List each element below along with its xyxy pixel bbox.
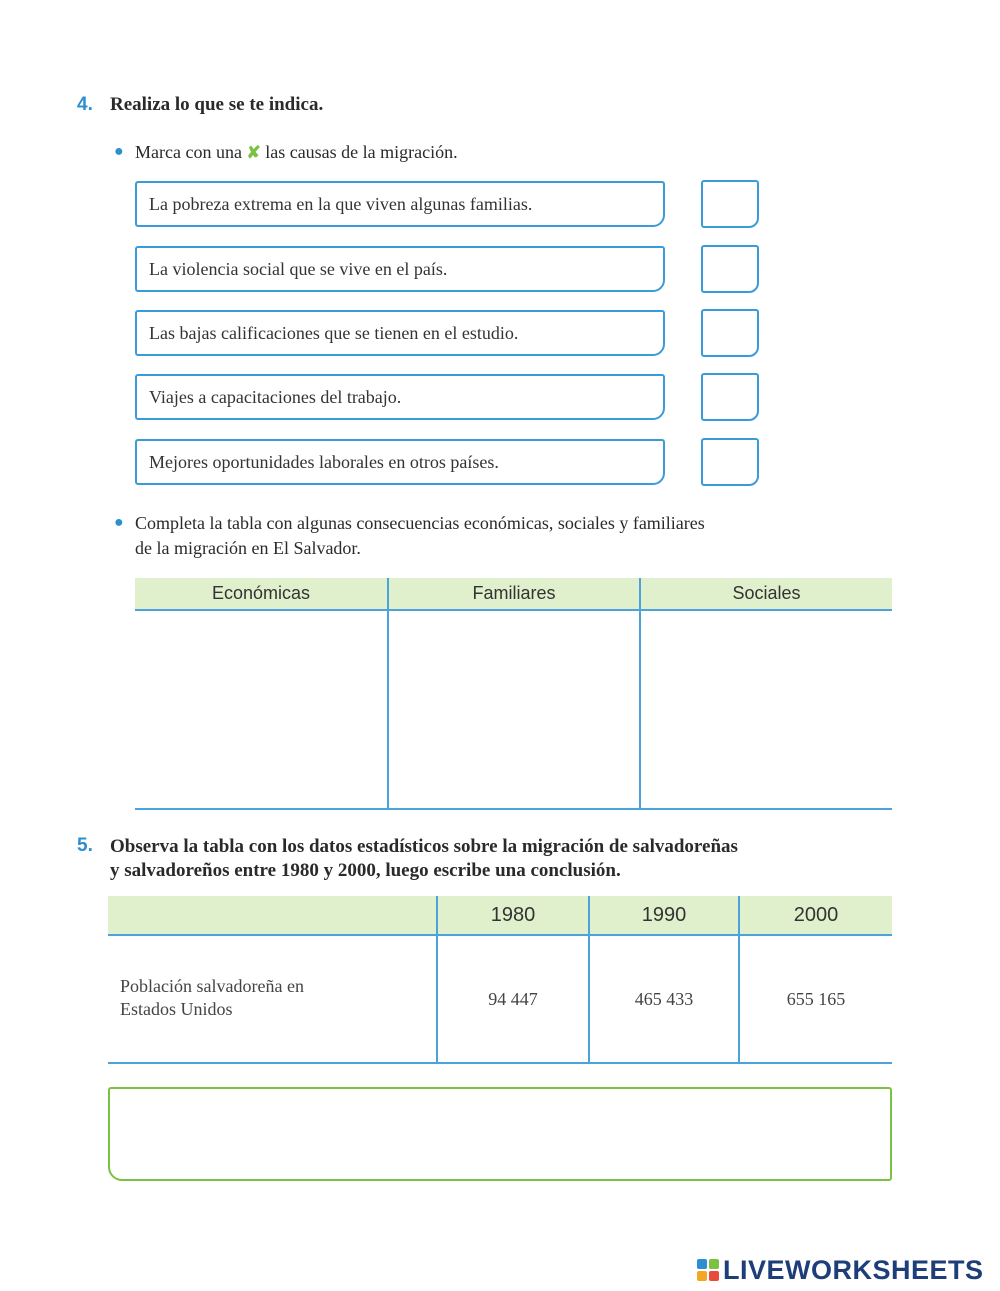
logo-square-4 xyxy=(709,1271,719,1281)
value-2000: 655 165 xyxy=(786,988,846,1009)
bullet-icon: ● xyxy=(114,514,124,531)
header-economicas: Económicas xyxy=(135,578,387,611)
logo-square-3 xyxy=(697,1271,707,1281)
instruction-text-before: Marca con una xyxy=(135,142,242,162)
cause-checkbox-1[interactable] xyxy=(701,180,759,228)
value-1980: 94 447 xyxy=(488,988,538,1009)
cause-option-5: Mejores oportunidades laborales en otros países. xyxy=(135,439,665,485)
input-sociales[interactable] xyxy=(641,611,892,808)
header-year-1990: 1990 xyxy=(590,896,738,936)
cause-option-1: La pobreza extrema en la que viven algunas familias. xyxy=(135,181,665,227)
value-1990: 465 433 xyxy=(634,988,694,1009)
instruction-mark-causes xyxy=(135,140,458,165)
table-bottom-border xyxy=(135,808,892,810)
logo-square-1 xyxy=(697,1259,707,1269)
instruction-complete-table xyxy=(135,511,705,561)
instruction-line-1: Completa la tabla con algunas consecuencias económicas, sociales y familiares xyxy=(135,513,705,533)
header-year-2000: 2000 xyxy=(740,896,892,936)
instruction-text-after: las causas de la migración. xyxy=(265,142,458,162)
question-4-title: Realiza lo que se te indica. xyxy=(110,94,324,115)
cause-option-2: La violencia social que se vive en el país. xyxy=(135,246,665,292)
question-5-text xyxy=(110,835,738,883)
header-sociales: Sociales xyxy=(641,578,892,611)
header-year-1980: 1980 xyxy=(438,896,588,936)
row-label-line-2: Estados Unidos xyxy=(120,999,233,1019)
question-5-line-2: y salvadoreños entre 1980 y 2000, luego escribe una conclusión. xyxy=(110,860,621,881)
row-label-line-1: Población salvadoreña en xyxy=(120,976,304,996)
header-familiares: Familiares xyxy=(389,578,639,611)
cause-checkbox-2[interactable] xyxy=(701,245,759,293)
bullet-icon: ● xyxy=(114,143,124,160)
logo-square-2 xyxy=(709,1259,719,1269)
question-5-number: 5. xyxy=(77,835,93,856)
brand-name: LIVEWORKSHEETS xyxy=(723,1254,984,1285)
instruction-line-2: de la migración en El Salvador. xyxy=(135,538,361,558)
conclusion-input[interactable] xyxy=(108,1087,892,1181)
cause-checkbox-5[interactable] xyxy=(701,438,759,486)
logo-icon xyxy=(697,1259,719,1281)
row-label xyxy=(120,975,304,1021)
header-empty xyxy=(108,896,436,936)
question-5-line-1: Observa la tabla con los datos estadísticos sobre la migración de salvadoreñas xyxy=(110,836,738,857)
input-economicas[interactable] xyxy=(135,611,387,808)
cause-option-4: Viajes a capacitaciones del trabajo. xyxy=(135,374,665,420)
cause-checkbox-3[interactable] xyxy=(701,309,759,357)
x-mark-icon: ✘ xyxy=(246,143,261,162)
cause-option-3: Las bajas calificaciones que se tienen en el estudio. xyxy=(135,310,665,356)
question-4-number: 4. xyxy=(77,94,93,115)
table-bottom-border xyxy=(108,1062,892,1064)
liveworksheets-logo xyxy=(697,1255,984,1285)
input-familiares[interactable] xyxy=(389,611,639,808)
cause-checkbox-4[interactable] xyxy=(701,373,759,421)
